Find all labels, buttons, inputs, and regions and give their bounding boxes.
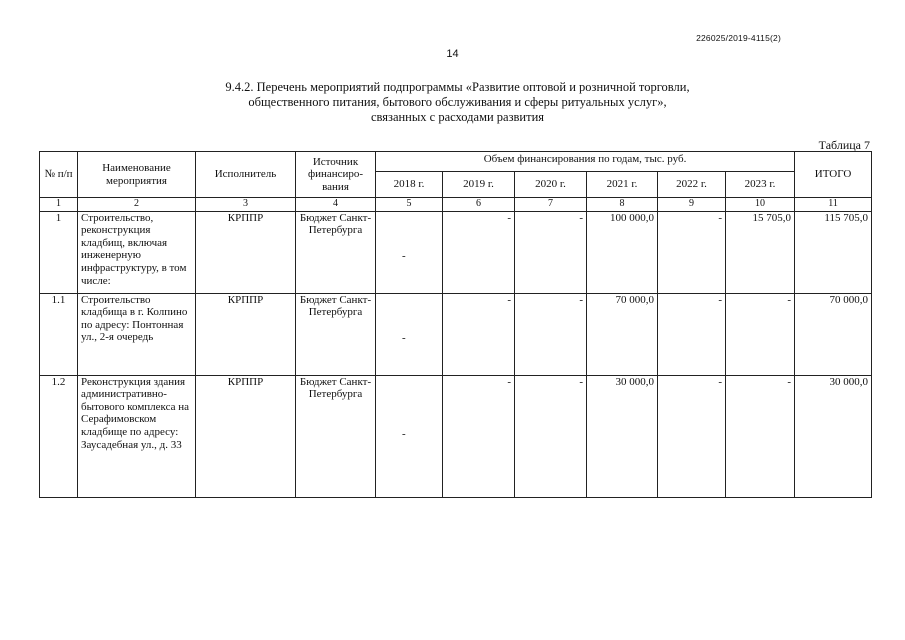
row-y2023: -: [726, 293, 795, 375]
row-y2022: -: [658, 375, 726, 497]
title-line: связанных с расходами развития: [370, 110, 545, 124]
row-name: Реконструкция здания административно-бытового комплекса на Серафимовском кладбище по адресу: Заусадебная ул., д. 33: [78, 375, 196, 497]
title-line: общественного питания, бытового обслуживания и сферы ритуальных услуг»,: [248, 95, 667, 109]
section-title: [150, 80, 765, 125]
header-year: 2019 г.: [443, 172, 515, 198]
row-executor: КРППР: [196, 293, 296, 375]
table-row: [40, 211, 872, 293]
title-line: 9.4.2. Перечень мероприятий подпрограммы «Развитие оптовой и розничной торговли,: [225, 80, 690, 94]
column-number: 5: [376, 198, 443, 212]
header-year: 2020 г.: [515, 172, 587, 198]
header-year: 2022 г.: [658, 172, 726, 198]
row-y2018: -: [402, 249, 406, 262]
header-year: 2018 г.: [376, 172, 443, 198]
row-y2022: -: [658, 293, 726, 375]
funding-table: [39, 151, 872, 498]
row-name: Строительство, реконструкция кладбищ, включая инженерную инфраструктуру, в том числе:: [78, 211, 196, 293]
page-number: 14: [446, 48, 459, 60]
table-row: [40, 375, 872, 497]
row-name: Строительство кладбища в г. Колпино по адресу: Понтонная ул., 2-я очередь: [78, 293, 196, 375]
table-label: Таблица 7: [818, 138, 870, 152]
row-total: 115 705,0: [795, 211, 872, 293]
row-y2019: -: [443, 375, 515, 497]
row-y2020: -: [515, 211, 587, 293]
document-id: 226025/2019-4115(2): [696, 33, 781, 43]
row-num: 1.1: [40, 293, 78, 375]
row-executor: КРППР: [196, 211, 296, 293]
row-y2018: -: [402, 427, 406, 440]
row-y2018-cell: [376, 375, 443, 497]
column-number: 2: [78, 198, 196, 212]
column-number: 4: [296, 198, 376, 212]
header-name: Наименование мероприятия: [78, 152, 196, 198]
header-num: № п/п: [40, 152, 78, 198]
column-number: 9: [658, 198, 726, 212]
column-number: 6: [443, 198, 515, 212]
row-y2019: -: [443, 211, 515, 293]
row-total: 30 000,0: [795, 375, 872, 497]
row-y2023: 15 705,0: [726, 211, 795, 293]
row-y2020: -: [515, 375, 587, 497]
column-number: 1: [40, 198, 78, 212]
row-y2019: -: [443, 293, 515, 375]
row-y2018-cell: [376, 211, 443, 293]
row-y2021: 70 000,0: [587, 293, 658, 375]
row-total: 70 000,0: [795, 293, 872, 375]
header-source: Источник финансиро-вания: [296, 152, 376, 198]
header-executor: Исполнитель: [196, 152, 296, 198]
header-funding-group: Объем финансирования по годам, тыс. руб.: [376, 152, 795, 172]
header-total: ИТОГО: [795, 152, 872, 198]
column-number: 11: [795, 198, 872, 212]
header-year: 2023 г.: [726, 172, 795, 198]
row-num: 1: [40, 211, 78, 293]
row-y2020: -: [515, 293, 587, 375]
column-number: 3: [196, 198, 296, 212]
row-y2021: 30 000,0: [587, 375, 658, 497]
row-y2023: -: [726, 375, 795, 497]
row-y2022: -: [658, 211, 726, 293]
header-year: 2021 г.: [587, 172, 658, 198]
row-y2018: -: [402, 331, 406, 344]
column-number: 8: [587, 198, 658, 212]
column-number: 7: [515, 198, 587, 212]
column-number: 10: [726, 198, 795, 212]
row-y2021: 100 000,0: [587, 211, 658, 293]
column-number-row: [40, 198, 872, 212]
row-source: Бюджет Санкт-Петербурга: [296, 375, 376, 497]
row-y2018-cell: [376, 293, 443, 375]
row-executor: КРППР: [196, 375, 296, 497]
row-source: Бюджет Санкт-Петербурга: [296, 211, 376, 293]
row-source: Бюджет Санкт-Петербурга: [296, 293, 376, 375]
row-num: 1.2: [40, 375, 78, 497]
table-row: [40, 293, 872, 375]
